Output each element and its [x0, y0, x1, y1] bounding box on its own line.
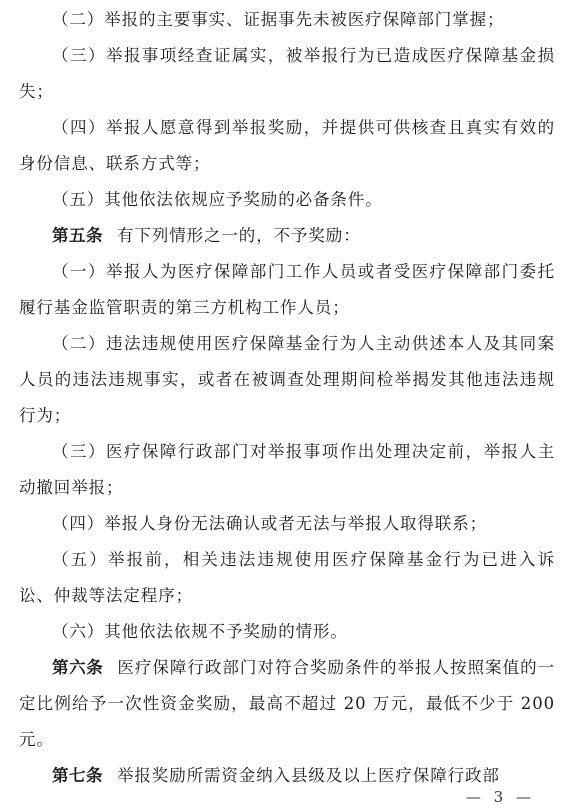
article-paragraph	[0, 650, 569, 758]
paragraph-text: （二）违法违规使用医疗保障基金行为人主动供述本人及其同案人员的违法违规事实，或者在被调查处理期间检举揭发其他违法违规行为；	[19, 334, 555, 425]
document-body	[0, 2, 569, 794]
paragraph-text: （二）举报的主要事实、证据事先未被医疗保障部门掌握；	[52, 10, 505, 29]
clause-paragraph	[0, 614, 569, 650]
paragraph-text: （五）其他依法依规应予奖励的必备条件。	[52, 190, 383, 209]
paragraph-text: （三）医疗保障行政部门对举报事项作出处理决定前，举报人主动撤回举报；	[19, 442, 555, 497]
article-heading: 第六条	[52, 658, 104, 677]
clause-paragraph	[0, 2, 569, 38]
article-heading: 第五条	[52, 226, 103, 245]
paragraph-text: （四）举报人愿意得到举报奖励，并提供可供核查且真实有效的身份信息、联系方式等；	[19, 118, 555, 173]
clause-paragraph	[0, 38, 569, 110]
article-paragraph	[0, 218, 569, 254]
paragraph-text: 有下列情形之一的，不予奖励：	[117, 226, 361, 245]
clause-paragraph	[0, 182, 569, 218]
article-heading: 第七条	[52, 766, 103, 785]
clause-paragraph	[0, 110, 569, 182]
paragraph-text: 医疗保障行政部门对符合奖励条件的举报人按照案值的一定比例给予一次性资金奖励，最高不超过 20 万元，最低不少于 200 元。	[19, 658, 556, 749]
paragraph-text: （六）其他依法依规不予奖励的情形。	[52, 622, 348, 641]
paragraph-text: （四）举报人身份无法确认或者无法与举报人取得联系；	[52, 514, 487, 533]
paragraph-text: （五）举报前，相关违法违规使用医疗保障基金行为已进入诉讼、仲裁等法定程序；	[19, 550, 555, 605]
page-number: — 3 —	[465, 788, 535, 806]
paragraph-text: （三）举报事项经查证属实，被举报行为已造成医疗保障基金损失；	[19, 46, 555, 101]
paragraph-text: 举报奖励所需资金纳入县级及以上医疗保障行政部	[117, 766, 500, 785]
clause-paragraph	[0, 326, 569, 434]
paragraph-text: （一）举报人为医疗保障部门工作人员或者受医疗保障部门委托履行基金监管职责的第三方机构工作人员；	[19, 262, 555, 317]
clause-paragraph	[0, 254, 569, 326]
clause-paragraph	[0, 434, 569, 506]
clause-paragraph	[0, 542, 569, 614]
clause-paragraph	[0, 506, 569, 542]
